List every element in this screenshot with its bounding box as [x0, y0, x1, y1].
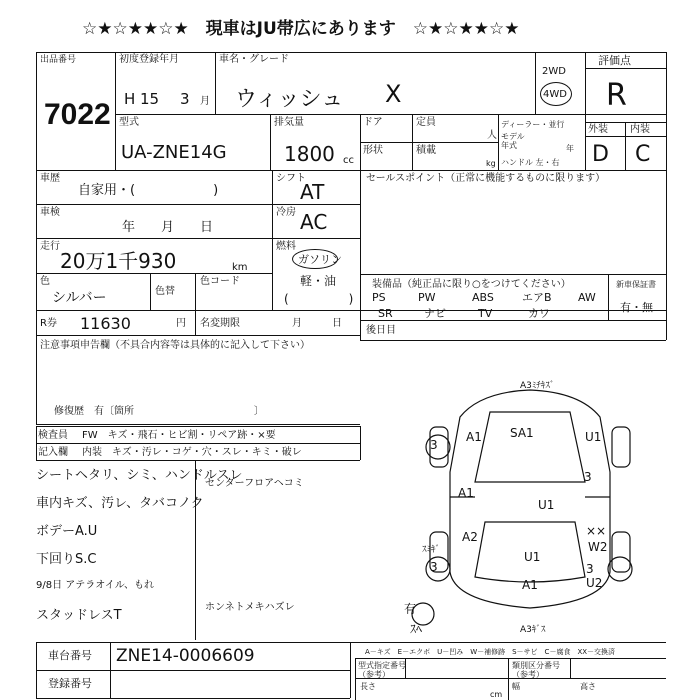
displacement: 1800 [284, 142, 335, 166]
fuel-circle [292, 249, 338, 269]
designation-label: 型式指定番号（参考） [358, 661, 406, 679]
tax-label: R券 [40, 318, 57, 329]
equipment-item: カワ [528, 307, 550, 320]
lot-label: 出品番号 [40, 55, 77, 65]
remark-line: スタッドレスT [36, 608, 122, 623]
fuel-gasoline: ガソリン [298, 253, 342, 266]
shift-label: シフト [276, 173, 306, 184]
tax: 11630 [80, 314, 131, 333]
damage-mark: U2 [586, 576, 603, 590]
drive-4wd: 4WD [543, 89, 567, 100]
frame-top [36, 52, 666, 53]
deadline-label: 名変期限 [200, 318, 240, 329]
length-unit: cm [490, 690, 503, 699]
capacity-label: 定員 [416, 117, 436, 128]
owner-label: 後日目 [366, 325, 396, 336]
damage-mark: W2 [588, 540, 608, 554]
inspector-row1: FW キズ・飛石・ヒビ割・リペア跡・×要 [82, 430, 276, 441]
warranty: 有・無 [620, 301, 653, 314]
banner: ☆★☆★★☆★ 現車はJU帯広にあります ☆★☆★★☆★ [82, 19, 520, 39]
equipment-item: ナビ [424, 307, 446, 320]
remark-line: シートヘタリ、シミ、ハンドルスレ [36, 468, 243, 483]
car-name-label: 車名・グレード [219, 54, 289, 65]
chassis-number: ZNE14-0006609 [116, 646, 255, 666]
damage-legend: A－キズ E－エクボ U－凹み W－補修跡 S－サビ C－腐食 XX－交換済 [365, 648, 616, 656]
damage-mark: 3 [430, 438, 438, 452]
mileage: 20万1千930 [60, 249, 177, 273]
score: R [606, 78, 627, 113]
month-unit: 月 [200, 96, 210, 107]
dealer-label: ディーラー・並行 [501, 120, 565, 129]
damage-mark: U1 [524, 550, 541, 564]
fuel-paren: ( ) [284, 292, 354, 306]
remark-line: 下回りS.C [36, 552, 97, 567]
equipment-item: PS [372, 291, 386, 304]
damage-mark: A1 [522, 578, 538, 592]
chassis-label: 車台番号 [48, 649, 92, 662]
model-year-label: モデル年式 [501, 132, 525, 150]
damage-mark: U1 [538, 498, 555, 512]
capacity-unit: 人 [487, 130, 497, 141]
repair-label: 修復歴 有〔箇所 〕 [54, 406, 264, 417]
frame-right [666, 52, 667, 340]
usage-label: 車歴 [40, 173, 60, 184]
damage-mark: ｽﾐｷﾞ [422, 545, 441, 555]
handle-label: ハンドル 左・右 [501, 158, 560, 167]
doors-label: ドア [363, 117, 383, 128]
reg-year: 15 [140, 90, 160, 108]
damage-mark: A3ｷﾞｽ [520, 625, 546, 635]
inspector-row2: 内装 キズ・汚レ・コゲ・穴・スレ・キミ・破レ [82, 447, 302, 458]
damage-mark: A1 [458, 486, 474, 500]
side-remark-1: ホンネトメキハズレ [205, 602, 295, 613]
first-reg-label: 初度登録年月 [119, 54, 179, 65]
warranty-label: 新車保証書 [616, 280, 656, 289]
model: UA-ZNE14G [121, 142, 227, 163]
reg-number-label: 登録番号 [48, 677, 92, 690]
damage-mark: 有 [404, 602, 417, 616]
year-unit: 年 [566, 144, 574, 153]
month-day: 月 日 [292, 318, 342, 329]
equipment-item: ABS [472, 291, 494, 304]
equipment-item: TV [478, 307, 493, 320]
remark-line: 車内キズ、汚レ、タバコノク [36, 496, 204, 511]
ac-label: 冷房 [276, 207, 296, 218]
equipment-item: SR [378, 307, 393, 320]
era: H [124, 90, 136, 108]
damage-mark: U1 [585, 430, 602, 444]
length-label: 長さ [360, 682, 376, 691]
interior-score: C [635, 142, 651, 167]
mileage-label: 走行 [40, 241, 60, 252]
model-label: 型式 [119, 117, 139, 128]
width-label: 幅 [512, 682, 520, 691]
car-diagram [400, 372, 670, 640]
damage-mark: ×× [586, 524, 607, 538]
damage-mark: ｽﾍ [410, 622, 423, 636]
equipment-item: エアB [522, 291, 552, 304]
exterior-label: 外装 [588, 124, 608, 135]
score-label: 評価点 [598, 54, 631, 67]
damage-mark: 3 [430, 560, 438, 574]
load-unit: kg [486, 159, 496, 168]
km-unit: km [232, 262, 248, 273]
damage-mark: 3 [584, 470, 592, 484]
side-remark-0: センターフロアヘコミ [205, 478, 304, 489]
drive-2wd: 2WD [542, 66, 566, 77]
class-label: 類別区分番号（参考） [512, 661, 560, 679]
damage-mark: SA1 [510, 426, 534, 440]
load-label: 積載 [416, 145, 436, 156]
interior-label: 内装 [630, 124, 650, 135]
exterior-score: D [592, 142, 609, 167]
displacement-label: 排気量 [274, 117, 304, 128]
yen-unit: 円 [176, 318, 186, 329]
damage-mark: A2 [462, 530, 478, 544]
inspection: 年 月 日 [122, 220, 214, 235]
equipment-label: 装備品（純正品に限り○をつけてください） [372, 279, 571, 290]
remark-line: ボデーA.U [36, 524, 98, 539]
entry-label: 記入欄 [38, 447, 68, 458]
fuel-label: 燃料 [276, 241, 296, 252]
usage: 自家用・( ) [78, 183, 219, 198]
shift: AT [300, 180, 325, 204]
ac: AC [300, 210, 328, 234]
equipment-item: AW [578, 291, 596, 304]
grade: X [385, 80, 402, 108]
shape-label: 形状 [363, 145, 383, 156]
equipment-item: PW [418, 291, 436, 304]
caution-label: 注意事項申告欄（不具合内容等は具体的に記入して下さい） [40, 340, 310, 351]
inspector-label: 検査員 [38, 430, 68, 441]
fuel-light-oil: 軽・油 [300, 274, 337, 288]
color-code-label: 色コード [200, 276, 240, 287]
damage-mark: A3ﾐﾁｷｽﾞ [520, 381, 555, 391]
height-label: 高さ [580, 682, 596, 691]
car-name: ウィッシュ [235, 87, 344, 112]
color-label: 色 [40, 276, 50, 287]
damage-mark: A1 [466, 430, 482, 444]
reg-month: 3 [180, 90, 190, 108]
inspection-label: 車検 [40, 207, 60, 218]
color: シルバー [52, 290, 107, 306]
lot-number: 7022 [44, 98, 111, 131]
cc-unit: cc [343, 155, 354, 166]
color-change-label: 色替 [155, 286, 175, 297]
sales-point-label: セールスポイント（正常に機能するものに限ります） [366, 173, 606, 184]
remark-line: 9/8日 アテラオイル、もれ [36, 580, 154, 591]
damage-mark: 3 [586, 562, 594, 576]
